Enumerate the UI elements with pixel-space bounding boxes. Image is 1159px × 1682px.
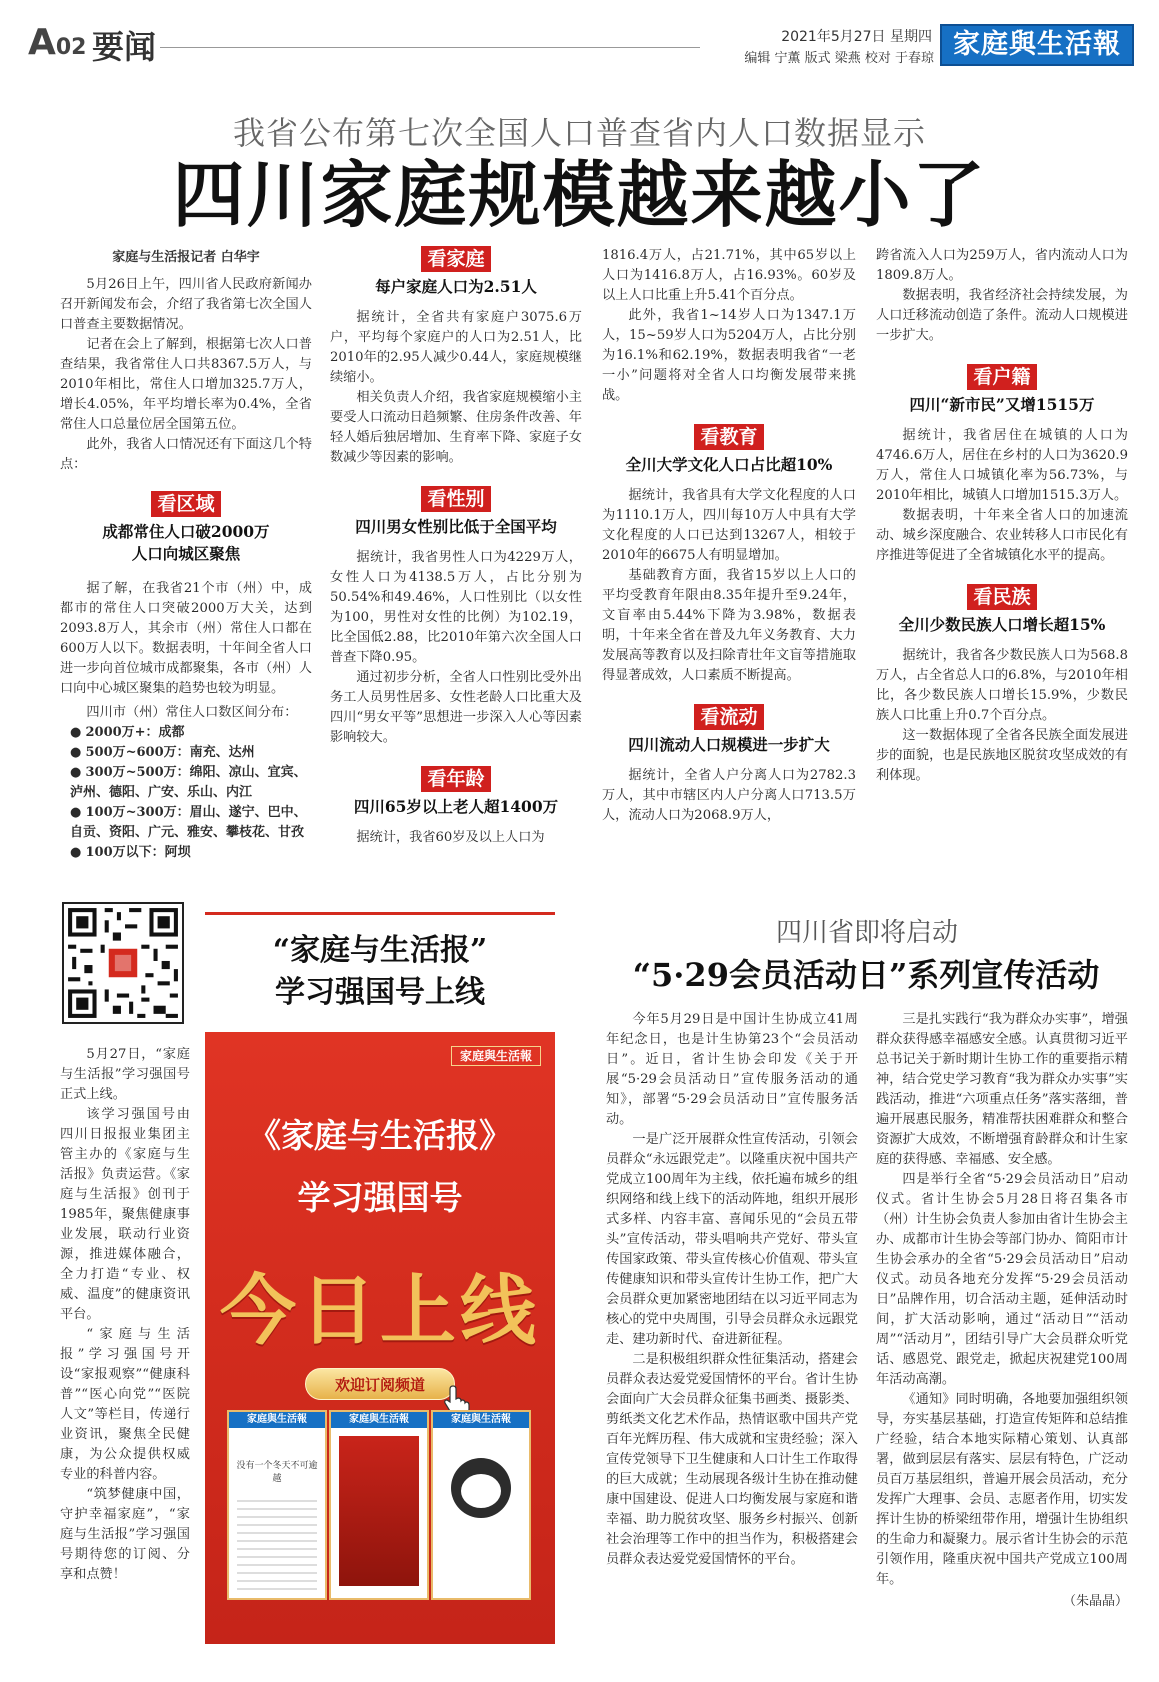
story2-kicker: 四川省即将启动 [775,918,958,948]
promo-top-rule [205,912,555,915]
section-headline: 每户家庭人口为2.51人 [375,277,537,296]
section-headline: 四川“新市民”又增1515万 [909,395,1095,414]
body-paragraph: 据统计，我省男性人口为4229万人，女性人口为4138.5万人，占比分别为50.54%和49.46%，人口性别比（以女性为100，男性对女性的比例）为102.19，比全国低2.88，比2010年第六次全国人口普查下降0.95。 [330,550,582,665]
body-paragraph: 四是举行全省“5·29会员活动日”启动仪式。省计生协会5月28日将召集各市（州）计生协会负责人参加由省计生协会主办、成都市计生协会等部门协办、简阳市计生协会承办的全省“5·29会员活动日”启动仪式。动员各地充分发挥“5·29会员活动日”品牌作用，切合活动主题，延伸活动时间，扩大活动影响，通过“活动日”“活动周”“活动月”，团结引导广大会员群众听党话、感恩党、跟党走，掀起庆祝建党100周年活动高潮。 [876,1172,1128,1387]
author-credit: （朱晶晶） [1062,1594,1128,1609]
poster-title-1: 《家庭与生活报》 [248,1116,512,1155]
section-headline: 四川男女性别比低于全国平均 [355,517,557,536]
poster-big-text: 今日上线 [220,1266,540,1355]
page-number: A02 [28,22,87,63]
body-paragraph: 据统计，全省共有家庭户3075.6万户，平均每个家庭户的人口为2.51人，比2010年的2.95人减少0.44人，家庭规模继续缩小。 [330,310,582,385]
promo-headline: “家庭与生活报” 学习强国号上线 [272,933,488,1010]
intro-paragraph: 5月26日上午，四川省人民政府新闻办召开新闻发布会，介绍了我省第七次全国人口普查主要数据情况。 [60,277,312,332]
body-paragraph: 5月27日，“家庭与生活报”学习强国号正式上线。 [60,1047,190,1102]
byline: 家庭与生活报记者 白华宇 [112,250,260,265]
body-paragraph: 据统计，全省人户分离人口为2782.3万人，其中市辖区内人户分离人口713.5万人，流动人口为2068.9万人， [602,768,856,823]
section-tag: 看户籍 [967,364,1036,390]
page-header [0,0,1159,80]
editor-credits: 编辑 宁薫 版式 梁燕 校对 于春琼 [744,51,934,66]
body-paragraph: 相关负责人介绍，我省家庭规模缩小主要受人口流动日趋频繁、住房条件改善、年轻人婚后独居增加、生育率下降、家庭子女数减少等因素的影响。 [330,390,582,465]
section-tag: 看家庭 [421,246,490,272]
section-headline: 成都常住人口破2000万 人口向城区聚焦 [102,522,270,563]
body-paragraph: 《通知》同时明确，各地要加强组织领导，夯实基层基础，打造宣传矩阵和总结推广经验，结合本地实际精心策划、认真部署，做到层层有落实、层层有特色，广泛动员百万基层组织，普遍开展会员活动，充分发挥广大理事、会员、志愿者作用，切实发挥计生协的桥梁纽带作用，增强计生协组织的生命力和凝聚力。展示省计生协会的示范引领作用，隆重庆祝中国共产党成立100周年。 [876,1392,1128,1587]
section-tag: 看区域 [151,491,220,517]
poster-logo: 家庭與生活報 [451,1046,541,1066]
story2-col-1 [606,1010,858,1570]
list-item: ● 2000万+：成都 [70,725,185,740]
promo-poster [205,1032,555,1644]
thumbnail-1: 家庭與生活報 没有一个冬天不可逾越 [227,1410,327,1600]
section-tag: 看性别 [421,486,490,512]
body-paragraph: “筑梦健康中国，守护幸福家庭”，“家庭与生活报”学习强国号期待您的订阅、分享和点赞！ [60,1487,190,1582]
body-paragraph: “家庭与生活报”学习强国号开设“家报观察”“健康科普”“医心向党”“医院人文”等栏目，传递行业资讯，聚焦全民健康，为公众提供权威专业的科普内容。 [60,1327,190,1482]
intro-paragraph: 记者在会上了解到，根据第七次人口普查结果，我省常住人口共8367.5万人，与2010年相比，常住人口增加325.7万人，增长4.05%，年平均增长率为0.4%，全省常住人口总量位居全国第五位。 [60,337,312,432]
body-paragraph: 通过初步分析，全省人口性别比受外出务工人员男性居多、女性老龄人口比重大及四川“男女平等”思想进一步深入人心等因素影响较大。 [330,670,582,745]
body-paragraph: 数据表明，十年来全省人口的加速流动、城乡深度融合、农业转移人口市民化有序推进等促进了全省城镇化水平的提高。 [876,508,1128,563]
list-item: ● 300万~500万：绵阳、凉山、宜宾、泸州、德阳、广安、乐山、内江 [70,765,307,800]
section-tag: 看年龄 [421,766,490,792]
list-title: 四川市（州）常住人口数区间分布： [86,705,298,720]
subscribe-channel-button[interactable]: 欢迎订阅频道 [305,1368,455,1400]
qr-code-icon [64,904,182,1022]
header-rule [160,47,700,48]
promo-body [60,1045,190,1585]
body-paragraph: 这一数据体现了全省各民族全面发展进步的面貌，也是民族地区脱贫攻坚成效的有利体现。 [876,728,1128,783]
masthead-logo: 家庭與生活報 [940,24,1134,66]
section-tag: 看教育 [694,424,763,450]
section-tag: 看民族 [967,584,1036,610]
list-item: ● 500万~600万：南充、达州 [70,745,255,760]
list-item: ● 100万以下：阿坝 [70,845,191,860]
story2-col-2 [876,1010,1128,1609]
section-headline: 全川少数民族人口增长超15% [898,615,1106,634]
top-col-1 [60,246,312,863]
body-paragraph: 据统计，我省各少数民族人口为568.8万人，占全省总人口的6.8%，与2010年相比，各少数民族人口增长15.9%，少数民族人口比重上升0.7个百分点。 [876,648,1128,723]
body-paragraph: 跨省流入人口为259万人，省内流动人口为1809.8万人。 [876,248,1128,283]
body-paragraph: 今年5月29日是中国计生协成立41周年纪念日，也是计生协第23个“会员活动日”。近日，省计生协会印发《关于开展“5·29会员活动日”宣传服务活动的通知》，部署“5·29会员活动日”宣传服务活动。 [606,1012,858,1127]
section-headline: 全川大学文化人口占比超10% [625,455,833,474]
qr-code [62,902,184,1024]
thumbnail-caption: 没有一个冬天不可逾越 [236,1461,318,1484]
top-story-headline: 四川家庭规模越来越小了 [172,152,987,237]
issue-date: 2021年5月27日 星期四 [781,29,932,45]
body-paragraph: 基础教育方面，我省15岁以上人口的平均受教育年限由8.35年提升至9.24年，文盲率由5.44%下降为3.98%，数据表明，十年来全省在普及九年义务教育、大力发展高等教育以及扫除青壮年文盲等措施取得显著成效，人口素质不断提高。 [602,568,856,683]
list-item: ● 100万~300万：眉山、遂宁、巴中、自贡、资阳、广元、雅安、攀枝花、甘孜 [70,805,307,840]
poster-title-2: 学习强国号 [297,1178,463,1217]
top-col-3 [602,246,856,826]
top-col-4 [876,246,1128,786]
body-paragraph: 二是积极组织群众性征集活动，搭建会员群众表达爱党爱国情怀的平台。省计生协会面向广大会员群众征集书画类、摄影类、剪纸类文化艺术作品，热情讴歌中国共产党百年光辉历程、伟大成就和宝贵经验；深入宣传党领导下卫生健康和人口计生工作取得的巨大成就；生动展现各级计生协在推动健康中国建设、促进人口均衡发展与家庭和谐幸福、助力脱贫攻坚、服务乡村振兴、创新社会治理等工作中的担当作为，积极搭建会员群众表达爱党爱国情怀的平台。 [606,1352,858,1567]
body-paragraph: 据了解，在我省21个市（州）中，成都市的常住人口突破2000万大关，达到2093.8万人，其余市（州）常住人口都在600万人以下。数据表明，十年间全省人口进一步向首位城市成都聚集，各市（州）人口向中心城区聚集的趋势也较为明显。 [60,581,312,696]
body-paragraph: 据统计，我省具有大学文化程度的人口为1110.1万人，四川每10万人中具有大学文化程度的人口已达到13267人，相较于2010年的6675人有明显增加。 [602,488,856,563]
body-paragraph: 数据表明，我省经济社会持续发展，为人口迁移流动创造了条件。流动人口规模进一步扩大。 [876,288,1128,343]
top-story-kicker: 我省公布第七次全国人口普查省内人口数据显示 [232,114,926,152]
body-paragraph: 1816.4万人，占21.71%，其中65岁以上人口为1416.8万人，占16.93%。60岁及以上人口比重上升5.41个百分点。 [602,248,856,303]
section-headline: 四川流动人口规模进一步扩大 [628,735,830,754]
section-tag: 看流动 [694,704,763,730]
top-col-2 [330,246,582,848]
story2-headline: “5·29会员活动日”系列宣传活动 [632,956,1100,994]
section-name: 要闻 [92,28,157,66]
body-paragraph: 据统计，我省60岁及以上人口为 [356,830,545,845]
intro-paragraph: 此外，我省人口情况还有下面这几个特点： [60,437,312,472]
thumbnail-2: 家庭與生活報 [329,1410,429,1600]
section-headline: 四川65岁以上老人超1400万 [353,797,559,816]
body-paragraph: 该学习强国号由四川日报报业集团主管主办的《家庭与生活报》负责运营。《家庭与生活报》创刊于1985年，聚焦健康事业发展，联动行业资源，推进媒体融合，全力打造“专业、权威、温度”的健康资讯平台。 [60,1107,190,1322]
body-paragraph: 一是广泛开展群众性宣传活动，引领会员群众“永远跟党走”。以隆重庆祝中国共产党成立100周年为主线，依托遍布城乡的组织网络和线上线下的活动阵地，组织开展形式多样、内容丰富、喜闻乐见的“会员五带头”宣传活动，带头唱响共产党好、带头宣传国家政策、带头宣传核心价值观、带头宣传健康知识和带头宣传计生协工作，把广大会员群众更加紧密地团结在以习近平同志为核心的党中央周围，引导会员群众永远跟党走、建功新时代、奋进新征程。 [606,1132,858,1347]
thumbnail-3: 家庭與生活報 [431,1410,531,1600]
body-paragraph: 三是扎实践行“我为群众办实事”，增强群众获得感幸福感安全感。认真贯彻习近平总书记关于新时期计生协工作的重要指示精神，结合党史学习教育“我为群众办实事”实践活动，推进“六项重点任务”落实落细，普遍开展惠民服务，精准帮扶困难群众和整合资源扩大成效，不断增强育龄群众和计生家庭的获得感、幸福感、安全感。 [876,1012,1128,1167]
body-paragraph: 此外，我省1~14岁人口为1347.1万人，15~59岁人口为5204万人，占比分别为16.1%和62.19%，数据表明我省“一老一小”问题将对全省人口均衡发展带来挑战。 [602,308,856,403]
body-paragraph: 据统计，我省居住在城镇的人口为4746.6万人，居住在乡村的人口为3620.9万人，常住人口城镇化率为56.73%，与2010年相比，城镇人口增加1515.3万人。 [876,428,1128,503]
